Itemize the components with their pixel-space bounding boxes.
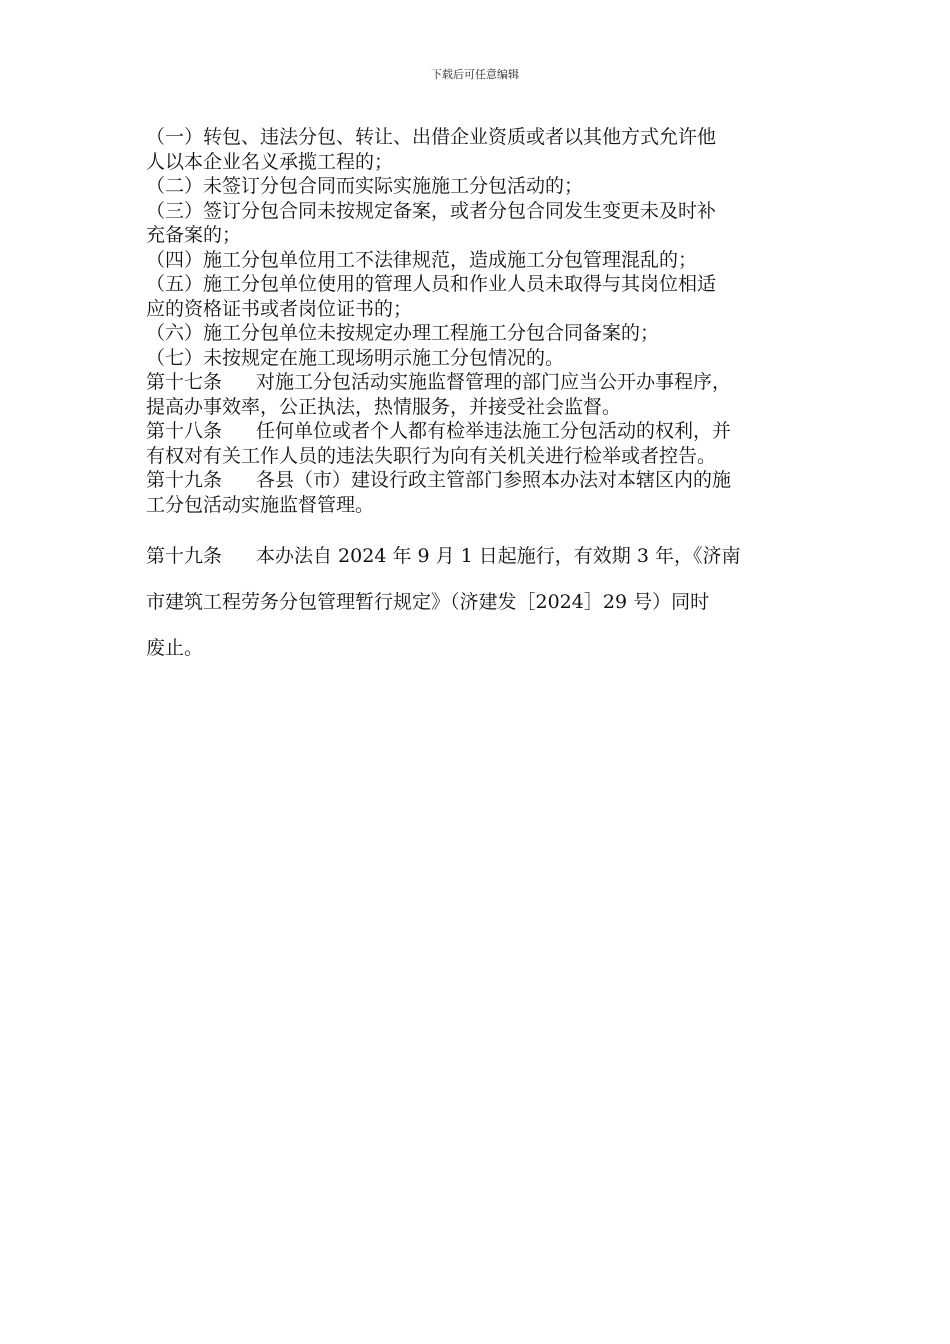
list-item-line: （一）转包、违法分包、转让、出借企业资质或者以其他方式允许他 (146, 126, 717, 148)
article-19-continued: 工分包活动实施监督管理。 (146, 493, 375, 516)
final-article-number: 第十九条 (146, 545, 223, 567)
list-item-line: （六）施工分包单位未按规定办理工程施工分包合同备案的； (146, 322, 660, 344)
list-item-line: （七）未按规定在施工现场明示施工分包情况的。 (146, 346, 565, 369)
final-article-end: 废止。 (146, 637, 204, 659)
page-header-note: 下载后可任意编辑 (431, 68, 519, 81)
final-article-line (146, 533, 811, 579)
final-article-text: 本办法自 2024 年 9 月 1 日起施行，有效期 3 年，《济南 (256, 545, 741, 567)
article-18-text: 任何单位或者个人都有检举违法施工分包活动的权利，并 (256, 420, 732, 442)
article-17-text: 对施工分包活动实施监督管理的部门应当公开办事程序， (256, 371, 732, 393)
article-18-continued: 有权对有关工作人员的违法失职行为向有关机关进行检举或者控告。 (146, 444, 717, 467)
list-item-line: 充备案的； (146, 224, 242, 246)
document-body (146, 125, 811, 517)
article-17-continued: 提高办事效率，公正执法，热情服务，并接受社会监督。 (146, 395, 622, 418)
article-18 (146, 419, 811, 444)
list-item-line: （五）施工分包单位使用的管理人员和作业人员未取得与其岗位相适 (146, 273, 717, 295)
article-17 (146, 370, 811, 395)
article-19-number: 第十九条 (146, 469, 223, 491)
final-article (146, 533, 811, 671)
list-item-line: 人以本企业名义承揽工程的； (146, 150, 394, 173)
list-item-line: 应的资格证书或者岗位证书的； (146, 297, 413, 320)
list-item-line: （二）未签订分包合同而实际实施施工分包活动的； (146, 175, 584, 197)
article-18-number: 第十八条 (146, 420, 223, 442)
article-17-number: 第十七条 (146, 371, 223, 393)
article-19-text: 各县（市）建设行政主管部门参照本办法对本辖区内的施 (256, 469, 732, 491)
list-item-line: （三）签订分包合同未按规定备案，或者分包合同发生变更未及时补 (146, 199, 717, 222)
list-item-line: （四）施工分包单位用工不法律规范，造成施工分包管理混乱的； (146, 248, 698, 271)
article-19 (146, 468, 811, 493)
final-article-continued: 市建筑工程劳务分包管理暂行规定》（济建发［2024］29 号）同时 (146, 591, 710, 613)
